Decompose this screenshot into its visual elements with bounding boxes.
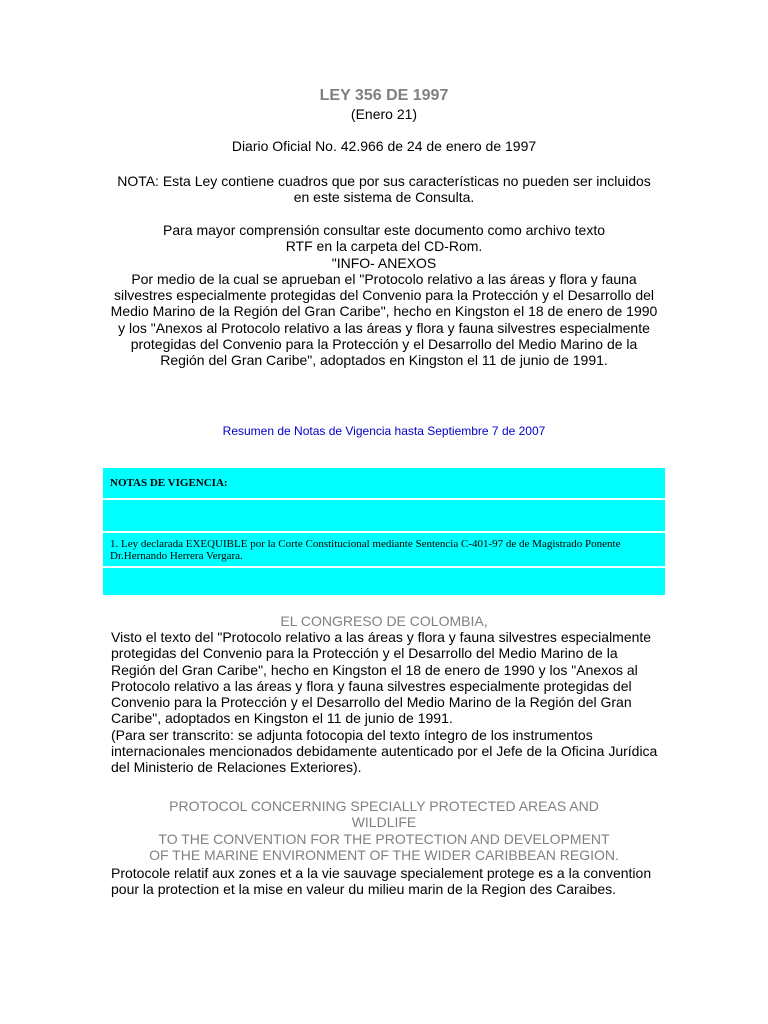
resumen-link[interactable]: Resumen de Notas de Vigencia hasta Septiembre 7 de 2007 xyxy=(222,424,546,438)
nota-item-emph: EXEQUIBLE xyxy=(185,537,248,550)
consulta-line-2: RTF en la carpeta del CD-Rom. xyxy=(285,238,483,255)
protocol-line-2: WILDLIFE xyxy=(351,814,417,831)
protocol-line-4: OF THE MARINE ENVIRONMENT OF THE WIDER CARIBBEAN REGION. xyxy=(149,846,619,863)
table-row xyxy=(103,532,665,567)
table-row xyxy=(103,467,665,499)
consulta-paragraph xyxy=(110,222,658,369)
notas-vigencia-table xyxy=(103,467,665,596)
law-title: LEY 356 DE 1997 xyxy=(319,87,449,104)
protocol-line-3: TO THE CONVENTION FOR THE PROTECTION AND DEVELOPMENT xyxy=(158,830,610,847)
visto-paragraph: Visto el texto del "Protocolo relativo a las áreas y flora y fauna silvestres especialmente protegidas del Convenio para la Protección y el Desarrollo del Medio Marino de la Región del Gran Caribe", hecho en Kingston el 18 de enero de 1990 y los "Anexos al Protocolo relativo a las áreas y flora y fauna silvestres especialmente protegidas del Convenio para la Protección y el Desarrollo del Medio Marino de la Región del Gran Caribe", adoptados en Kingston el 11 de junio de 1991. xyxy=(111,629,652,727)
consulta-line-1: Para mayor comprensión consultar este documento como archivo texto xyxy=(163,222,605,238)
por-medio-paragraph: Por medio de la cual se aprueban el "Protocolo relativo a las áreas y flora y fauna silvestres especialmente protegidas del Convenio para la Protección y el Desarrollo del Medio Marino de la Región del Gran Caribe", hecho en Kingston el 18 de enero de 1990 y los "Anexos al Protocolo relativo a las áreas y flora y fauna silvestres especialmente protegidas del Convenio para la Protección y el Desarrollo del Medio Marino de la Región del Gran Caribe", adoptados en Kingston el 11 de junio de 1991. xyxy=(110,270,658,369)
nota-item-prefix: 1. Ley declarada xyxy=(110,537,186,550)
protocole-paragraph: Protocole relatif aux zones et a la vie sauvage specialement protege es a la convention pour la protection et la mise en valeur du milieu marin de la Region des Caraibes. xyxy=(111,865,652,898)
congreso-heading: EL CONGRESO DE COLOMBIA, xyxy=(280,613,488,629)
nota-item-rest: por la Corte Constitucional mediante Sentencia C-401-97 de de Magistrado Ponente Dr.Hernando Herrera Vergara. xyxy=(110,537,621,562)
table-row xyxy=(103,567,665,596)
visto-section xyxy=(111,629,661,776)
transcrito-paragraph: (Para ser transcrito: se adjunta fotocopia del texto íntegro de los instrumentos internacionales mencionados debidamente autenticado por el Jefe de la Oficina Jurídica del Ministerio de Relaciones Exteriores). xyxy=(111,726,658,776)
table-row xyxy=(103,499,665,532)
info-anexos: "INFO- ANEXOS xyxy=(331,254,437,271)
empty-cell xyxy=(103,567,665,596)
notas-heading: NOTAS DE VIGENCIA: xyxy=(103,467,665,499)
nota-paragraph: NOTA: Esta Ley contiene cuadros que por sus características no pueden ser incluidos en este sistema de Consulta. xyxy=(117,173,651,205)
protocol-line-1: PROTOCOL CONCERNING SPECIALLY PROTECTED AREAS AND xyxy=(169,798,599,814)
nota-item-1 xyxy=(103,532,665,567)
diario-oficial: Diario Oficial No. 42.966 de 24 de enero de 1997 xyxy=(231,138,537,154)
empty-cell xyxy=(103,499,665,532)
protocol-heading xyxy=(0,798,768,863)
law-date: (Enero 21) xyxy=(350,106,418,122)
